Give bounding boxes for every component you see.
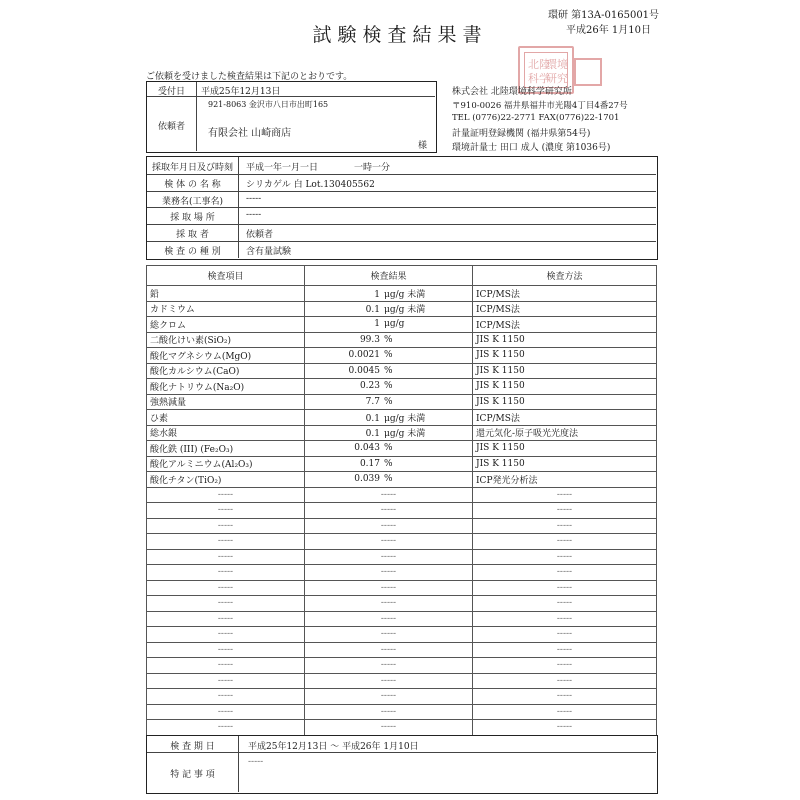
empty-cell: -----: [147, 673, 305, 689]
empty-cell: -----: [473, 611, 657, 627]
empty-cell: -----: [147, 642, 305, 658]
empty-cell: -----: [473, 642, 657, 658]
empty-cell: -----: [147, 627, 305, 643]
sample-value: 依頼者: [246, 230, 274, 241]
empty-row: [147, 673, 657, 689]
sample-label: 検 体 の 名 称: [164, 179, 221, 190]
empty-cell: -----: [473, 565, 657, 581]
result-row: [147, 348, 657, 364]
result-unit: %: [384, 334, 393, 345]
result-unit: %: [384, 365, 393, 376]
result-unit: %: [384, 474, 393, 485]
result-value: 0.1: [365, 429, 380, 440]
empty-cell: -----: [473, 627, 657, 643]
result-method: JIS K 1150: [473, 332, 657, 348]
sample-value: -----: [246, 193, 262, 204]
results-table-wrap: [146, 265, 657, 736]
inspection-period-label: 検 査 期 日: [170, 742, 215, 752]
empty-cell: -----: [473, 487, 657, 503]
empty-cell: -----: [147, 689, 305, 705]
result-value: 0.0021: [348, 350, 380, 361]
empty-row: [147, 487, 657, 503]
result-value-cell: [305, 456, 473, 472]
empty-cell: -----: [305, 503, 473, 519]
empty-cell: -----: [473, 704, 657, 720]
requester-label: 依頼者: [157, 122, 185, 132]
requester-company: 有限会社 山崎商店: [208, 128, 292, 139]
empty-cell: -----: [147, 596, 305, 612]
empty-row: [147, 627, 657, 643]
empty-cell: -----: [305, 549, 473, 565]
lab-measurer: 環境計量士 田口 成人 (濃度 第1036号): [452, 143, 611, 153]
result-method: ICP発光分析法: [473, 472, 657, 488]
result-value: 0.1: [365, 305, 380, 316]
result-unit: μg/g 未満: [384, 413, 426, 424]
empty-row: [147, 642, 657, 658]
lab-address: 〒910-0026 福井県福井市光陽4丁目4番27号: [452, 101, 628, 111]
result-item: 総クロム: [147, 317, 305, 333]
result-item: 強熱減量: [147, 394, 305, 410]
empty-cell: -----: [305, 534, 473, 550]
lab-phone-fax: TEL (0776)22-2771 FAX(0776)22-1701: [452, 113, 620, 123]
col-header-item: 検査項目: [147, 266, 305, 286]
sample-value: 含有量試験: [246, 247, 292, 257]
result-unit: μg/g: [384, 319, 405, 330]
empty-cell: -----: [473, 503, 657, 519]
empty-cell: -----: [147, 704, 305, 720]
issue-date: 平成26年 1月10日: [566, 25, 651, 36]
empty-cell: -----: [473, 518, 657, 534]
result-value-cell: [305, 394, 473, 410]
empty-cell: -----: [305, 518, 473, 534]
result-value: 0.039: [354, 474, 380, 485]
result-unit: μg/g 未満: [384, 289, 426, 300]
result-row: [147, 472, 657, 488]
empty-cell: -----: [305, 580, 473, 596]
empty-cell: -----: [473, 658, 657, 674]
result-row: [147, 363, 657, 379]
empty-cell: -----: [147, 534, 305, 550]
result-row: [147, 456, 657, 472]
empty-cell: -----: [473, 549, 657, 565]
empty-cell: -----: [473, 534, 657, 550]
empty-cell: -----: [305, 704, 473, 720]
empty-cell: -----: [305, 673, 473, 689]
empty-row: [147, 720, 657, 736]
empty-cell: -----: [305, 627, 473, 643]
result-value: 1: [374, 289, 380, 300]
result-item: 酸化ナトリウム(Na₂O): [147, 379, 305, 395]
result-row: [147, 317, 657, 333]
empty-cell: -----: [147, 580, 305, 596]
result-item: 二酸化けい素(SiO₂): [147, 332, 305, 348]
result-method: ICP/MS法: [473, 301, 657, 317]
empty-cell: -----: [305, 565, 473, 581]
empty-cell: -----: [147, 565, 305, 581]
empty-row: [147, 689, 657, 705]
result-unit: μg/g 未満: [384, 305, 426, 316]
result-method: JIS K 1150: [473, 363, 657, 379]
sample-label: 採取年月日及び時刻: [151, 163, 233, 173]
empty-cell: -----: [305, 611, 473, 627]
result-row: [147, 410, 657, 426]
empty-row: [147, 611, 657, 627]
result-row: [147, 286, 657, 302]
empty-cell: -----: [305, 720, 473, 736]
result-value: 99.3: [359, 334, 380, 345]
sample-label: 業務名(工事名): [161, 196, 224, 207]
result-value-cell: [305, 441, 473, 457]
col-header-result: 検査結果: [305, 266, 473, 286]
lab-name: 株式会社 北陸環境科学研究所: [452, 87, 572, 97]
empty-cell: -----: [305, 642, 473, 658]
result-row: [147, 379, 657, 395]
result-method: 還元気化-原子吸光光度法: [473, 425, 657, 441]
result-value: 1: [374, 319, 380, 330]
empty-row: [147, 580, 657, 596]
results-table: [146, 265, 657, 736]
empty-cell: -----: [473, 580, 657, 596]
result-value: 0.043: [354, 443, 380, 454]
requester-address: 921-8063 金沢市八日市出町165: [208, 100, 329, 109]
result-value-cell: [305, 363, 473, 379]
result-unit: %: [384, 381, 393, 392]
special-notes-label: 特 記 事 項: [170, 770, 215, 780]
result-unit: %: [384, 396, 393, 407]
result-value: 7.7: [365, 396, 380, 407]
result-value-cell: [305, 348, 473, 364]
empty-cell: -----: [305, 487, 473, 503]
result-row: [147, 425, 657, 441]
result-method: JIS K 1150: [473, 379, 657, 395]
result-item: 酸化アルミニウム(Al₂O₃): [147, 456, 305, 472]
result-value-cell: [305, 332, 473, 348]
empty-cell: -----: [305, 658, 473, 674]
empty-row: [147, 704, 657, 720]
company-seal-small: [574, 58, 602, 86]
company-seal: 北陸 環境 科学 研究: [518, 46, 574, 94]
empty-row: [147, 534, 657, 550]
empty-cell: -----: [147, 720, 305, 736]
empty-cell: -----: [147, 487, 305, 503]
inspection-period-value: 平成25年12月13日 〜 平成26年 1月10日: [248, 742, 419, 752]
empty-row: [147, 565, 657, 581]
empty-row: [147, 518, 657, 534]
received-date: 平成25年12月13日: [201, 87, 281, 97]
result-unit: %: [384, 458, 393, 469]
result-value-cell: [305, 317, 473, 333]
sample-label: 検 査 の 種 別: [164, 247, 221, 257]
result-item: カドミウム: [147, 301, 305, 317]
result-unit: μg/g 未満: [384, 429, 426, 440]
result-value-cell: [305, 410, 473, 426]
result-item: ひ素: [147, 410, 305, 426]
result-item: 総水銀: [147, 425, 305, 441]
lab-registration: 計量証明登録機関 (福井県第54号): [452, 129, 591, 139]
result-row: [147, 441, 657, 457]
empty-cell: -----: [147, 658, 305, 674]
sample-label: 採 取 場 所: [170, 213, 215, 224]
empty-row: [147, 596, 657, 612]
empty-cell: -----: [147, 518, 305, 534]
received-label: 受付日: [157, 87, 185, 97]
result-method: ICP/MS法: [473, 410, 657, 426]
empty-cell: -----: [147, 503, 305, 519]
result-value-cell: [305, 472, 473, 488]
empty-cell: -----: [473, 689, 657, 705]
result-unit: %: [384, 350, 393, 361]
result-item: 酸化マグネシウム(MgO): [147, 348, 305, 364]
empty-row: [147, 658, 657, 674]
intro-text: ご依頼を受けました検査結果は下記のとおりです。: [146, 72, 353, 82]
result-item: 酸化鉄 (III) (Fe₂O₃): [147, 441, 305, 457]
result-row: [147, 332, 657, 348]
result-value-cell: [305, 379, 473, 395]
result-method: JIS K 1150: [473, 441, 657, 457]
sample-value: シリカゲル 白 Lot.130405562: [246, 179, 375, 190]
result-value: 0.23: [359, 381, 380, 392]
empty-cell: -----: [473, 720, 657, 736]
special-notes-value: -----: [248, 757, 264, 767]
result-value: 0.1: [365, 413, 380, 424]
document-number: 環研 第13A-0165001号: [548, 10, 660, 21]
requester-honorific: 様: [418, 141, 428, 151]
result-method: JIS K 1150: [473, 394, 657, 410]
result-method: JIS K 1150: [473, 456, 657, 472]
result-value: 0.0045: [348, 365, 380, 376]
result-item: 酸化カルシウム(CaO): [147, 363, 305, 379]
result-value-cell: [305, 286, 473, 302]
document-title: 試験検査結果書: [312, 24, 488, 46]
empty-cell: -----: [305, 596, 473, 612]
result-method: ICP/MS法: [473, 286, 657, 302]
empty-cell: -----: [147, 611, 305, 627]
empty-cell: -----: [473, 596, 657, 612]
result-row: [147, 394, 657, 410]
sample-label: 採 取 者: [176, 230, 209, 241]
empty-row: [147, 503, 657, 519]
sample-value: 平成一年一月一日 一時一分: [246, 163, 391, 173]
result-item: 酸化チタン(TiO₂): [147, 472, 305, 488]
result-row: [147, 301, 657, 317]
empty-cell: -----: [147, 549, 305, 565]
result-method: JIS K 1150: [473, 348, 657, 364]
col-header-method: 検査方法: [473, 266, 657, 286]
result-unit: %: [384, 443, 393, 454]
result-item: 鉛: [147, 286, 305, 302]
result-value-cell: [305, 301, 473, 317]
result-value-cell: [305, 425, 473, 441]
empty-row: [147, 549, 657, 565]
sample-value: -----: [246, 210, 262, 221]
result-value: 0.17: [359, 458, 380, 469]
empty-cell: -----: [305, 689, 473, 705]
result-method: ICP/MS法: [473, 317, 657, 333]
empty-cell: -----: [473, 673, 657, 689]
